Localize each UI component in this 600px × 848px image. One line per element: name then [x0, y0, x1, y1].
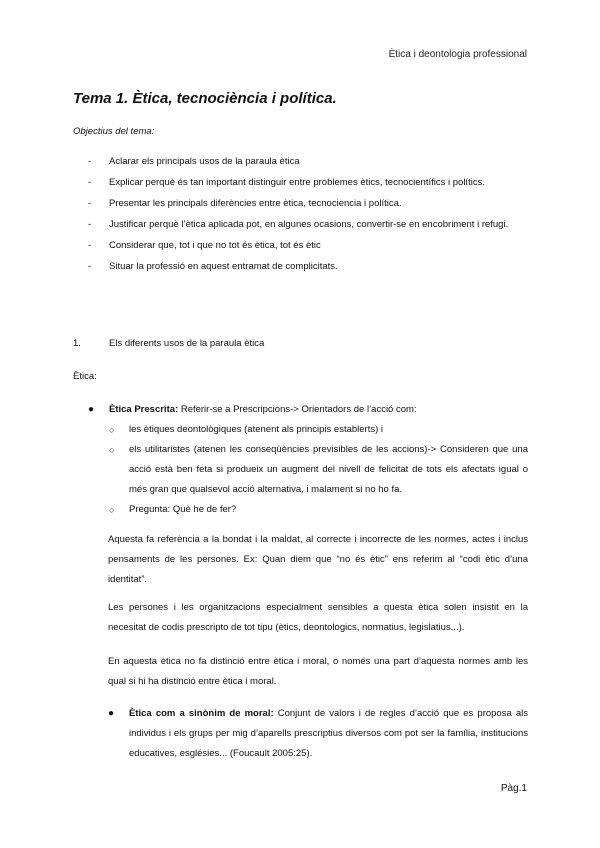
- objectives-label: Objectius del tema:: [73, 126, 155, 137]
- list-item: [88, 236, 528, 256]
- circle-bullet-icon: ○: [109, 505, 115, 515]
- bullet-icon: ●: [108, 708, 115, 719]
- running-header: Ètica i deontologia professional: [388, 49, 527, 60]
- sub-list: [109, 420, 528, 520]
- list-item: [88, 152, 528, 172]
- bullet-text: Conjunt de valors i de regles d’acció que es proposa als individus i els grups per mig d’aparells prescriptius diversos com pot ser la família, institucions educatives, esglésies... (Foucault 2005:25).: [129, 708, 528, 759]
- bullet-term: Ètica com a sinònim de moral:: [129, 708, 274, 719]
- sub-item-text: els utilitaristes (atenen les conseqüències previsibles de les accions)-> Consideren que una acció està ben feta si produeix un augment del nivell de felicitat de tots els afectats igual o més gran que qualsevol acció alternativa, i malament si no ho fa.: [129, 444, 528, 495]
- etica-label: Ètica:: [73, 371, 97, 382]
- list-item: [88, 173, 528, 193]
- sub-list-item: [109, 500, 528, 520]
- bullet-etica-moral: [108, 704, 528, 764]
- objectives-list: [88, 152, 528, 278]
- bullet-etica-prescrita: [88, 400, 528, 520]
- sub-list-item: [109, 440, 528, 500]
- list-item: [88, 257, 528, 277]
- section-title: Els diferents usos de la paraula ètica: [109, 338, 265, 349]
- paragraph: En aquesta ètica no fa distinció entre ètica i moral, o només una part d’aquesta normes amb les qual si hi ha distinció entre ètica i moral.: [108, 656, 528, 687]
- dash-marker: -: [88, 198, 92, 209]
- list-item-text: Considerar que, tot i que no tot és ètica, tot és ètic: [109, 240, 321, 251]
- page-title: Tema 1. Ètica, tecnociència i política.: [73, 90, 337, 107]
- list-item: [88, 194, 528, 214]
- list-item-text: Situar la professió en aquest entramat de complicitats.: [109, 261, 338, 272]
- list-item-text: Presentar les principals diferències entre ètica, tecnociencia i política.: [109, 198, 402, 209]
- list-item-text: Aclarar els principals usos de la paraula ètica: [109, 156, 300, 167]
- sub-list-item: [109, 420, 528, 440]
- sub-item-text: les ètiques deontològiques (atenent als principis establerts) i: [129, 424, 384, 435]
- list-item: [88, 215, 528, 235]
- bullet-content: [88, 400, 528, 520]
- dash-marker: -: [88, 156, 92, 167]
- list-item-text: Justificar perquè l’ètica aplicada pot, en algunes ocasions, convertir-se en encobriment i refugi.: [109, 219, 509, 230]
- paragraph: Aquesta fa referència a la bondat i la maldat, al correcte i incorrecte de les normes, actes i inclus pensaments de les persones. Ex: Quan diem que “no és ètic” ens referim al “codi ètic d’una identitat”.: [108, 534, 528, 585]
- bullet-text: Referir-se a Prescripcions-> Orientadors de l’acció com:: [178, 404, 417, 415]
- section-heading: [73, 338, 264, 349]
- page-number: Pàg.1: [500, 783, 527, 794]
- circle-bullet-icon: ○: [109, 425, 115, 435]
- circle-bullet-icon: ○: [109, 445, 115, 455]
- dash-marker: -: [88, 219, 92, 230]
- bullet-content: [108, 704, 528, 764]
- bullet-term: Ètica Prescrita:: [109, 404, 179, 415]
- paragraph: Les persones i les organitzacions especialment sensibles a questa ètica solen insistit en la necesitat de codis prescripto de tot tipu (ètics, deontologics, normatius, legislatius...).: [108, 602, 528, 633]
- section-number: 1.: [73, 338, 81, 349]
- dash-marker: -: [88, 261, 92, 272]
- sub-item-text: Pregunta: Què he de fer?: [129, 504, 237, 515]
- bullet-icon: ●: [88, 404, 95, 415]
- list-item-text: Explicar perquè és tan important distinguir entre problemes ètics, tecnocientífics i polítics.: [109, 177, 485, 188]
- dash-marker: -: [88, 177, 92, 188]
- dash-marker: -: [88, 240, 92, 251]
